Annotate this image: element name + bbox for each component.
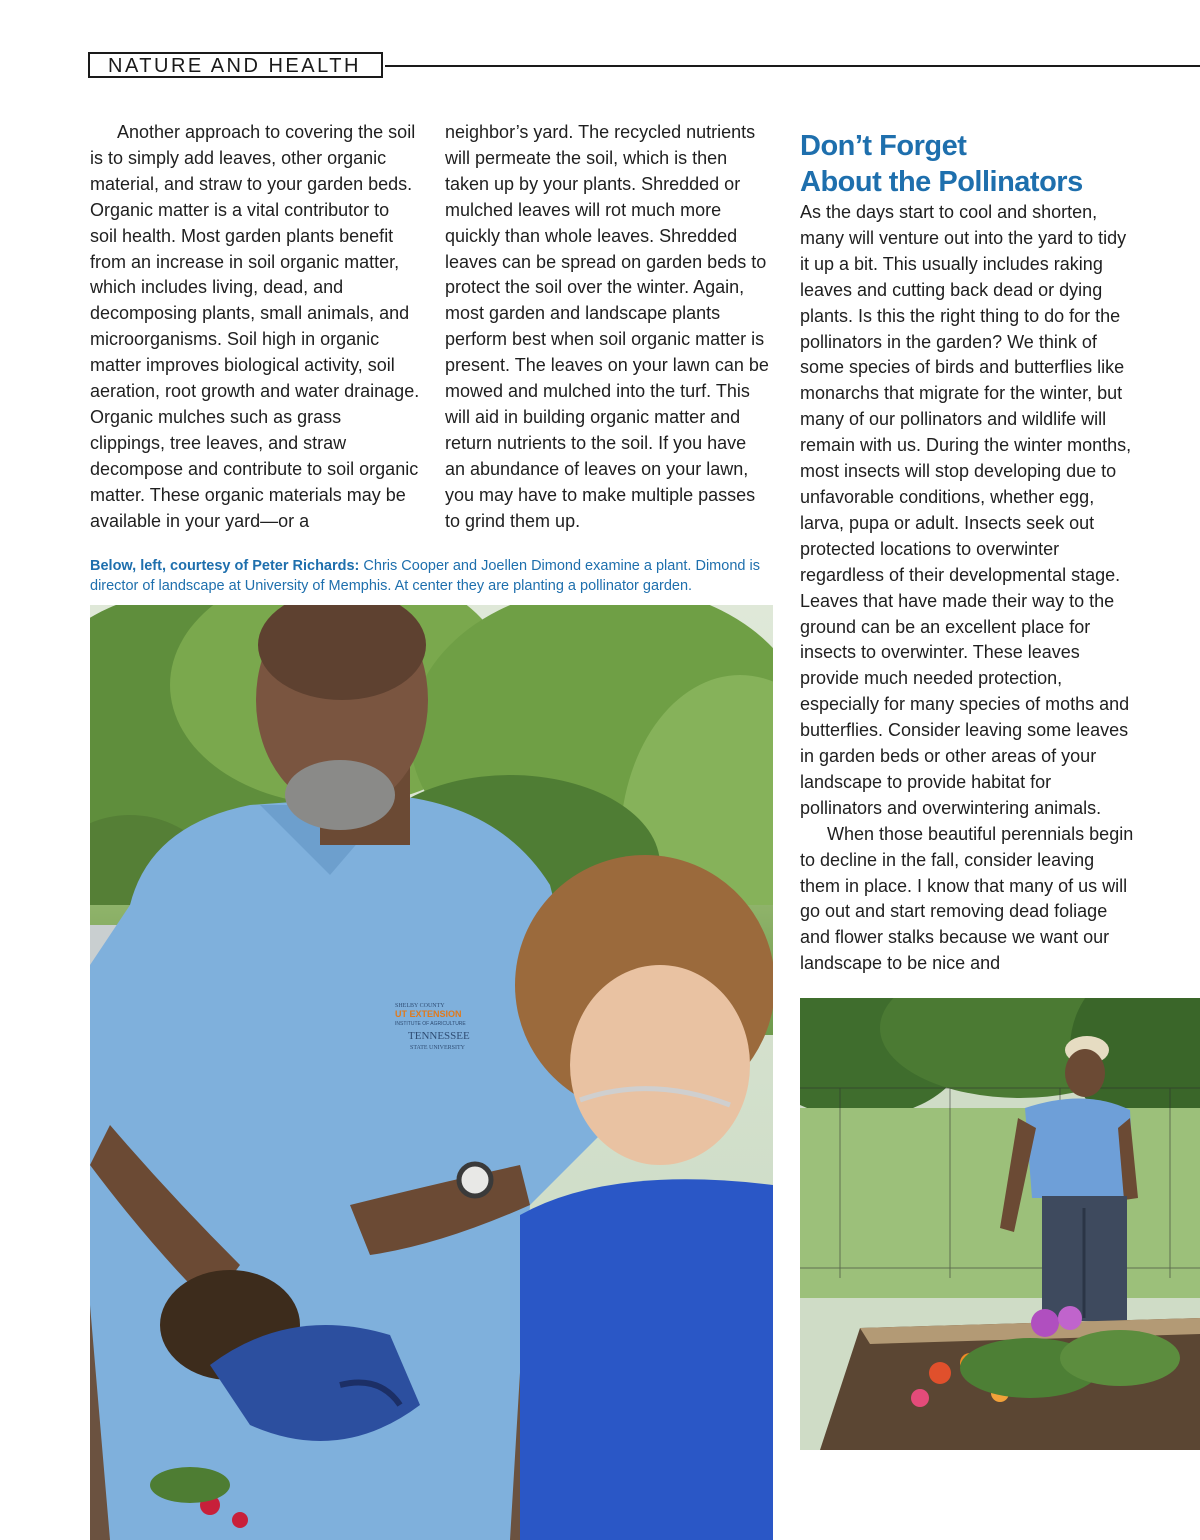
article-column-1: [90, 120, 420, 535]
article-column-2: [445, 120, 770, 535]
header-rule: [385, 65, 1200, 67]
logo-line-1: SHELBY COUNTY: [395, 1003, 445, 1009]
photo-gardeners-examining-plant: [90, 605, 773, 1540]
logo-line-3: INSTITUTE OF AGRICULTURE: [395, 1021, 466, 1027]
logo-line-4: TENNESSEE: [408, 1030, 470, 1042]
photo-right-illustration: [800, 998, 1200, 1450]
article-column-3: [800, 200, 1135, 977]
heading-line-2: About the Pollinators: [800, 166, 1083, 198]
caption-text: Chris Cooper and Joellen Dimond examine a plant. Dimond is director of landscape at University of Memphis. At center they are planting a pollinator garden.: [90, 558, 760, 594]
logo-line-2: UT EXTENSION: [395, 1009, 462, 1019]
photo-left-illustration: [90, 605, 773, 1540]
column-2-paragraph: neighbor’s yard. The recycled nutrients will permeate the soil, which is then taken up by your plants. Shredded or mulched leaves will rot much more quickly than whole leaves. Shredded leaves can be spread on garden beds to protect the soil over the winter. Again, most garden and landscape plants perform best when soil organic matter is present. The leaves on your lawn can be mowed and mulched into the turf. This will aid in building organic matter and return nutrients to the soil. If you have an abundance of leaves on your lawn, you may have to make multiple passes to grind them up.: [445, 122, 769, 531]
column-1-paragraph: Another approach to covering the soil is to simply add leaves, other organic material, and straw to your garden beds. Organic matter is a vital contributor to soil health. Most garden plants benefit from an increase in soil organic matter, which includes living, dead, and decomposing plants, small animals, and microorganisms. Soil high in organic matter improves biological activity, soil aeration, root growth and water drainage. Organic mulches such as grass clippings, tree leaves, and straw decompose and contribute to soil organic matter. These organic materials may be available in your yard—or a: [90, 122, 420, 531]
section-heading: [800, 128, 1180, 200]
heading-line-1: Don’t Forget: [800, 130, 967, 162]
column-3-paragraph-2: When those beautiful perennials begin to decline in the fall, consider leaving them in place. I know that many of us will go out and start removing dead foliage and flower stalks because we want our landscape to be nice and: [800, 823, 1134, 974]
section-label: NATURE AND HEALTH: [88, 52, 383, 78]
photo-caption: [90, 556, 780, 596]
column-3-paragraph-1: As the days start to cool and shorten, many will venture out into the yard to tidy it up a bit. This usually includes raking leaves and cutting back dead or dying plants. Is this the right thing to do for the pollinators in the garden? We think of some species of birds and butterflies like monarchs that migrate for the winter, but many of our pollinators and wildlife will remain with us. During the winter months, most insects will stop developing due to unfavorable conditions, whether egg, larva, pupa or adult. Insects seek out protected locations to overwinter regardless of their developmental stage. Leaves that have made their way to the ground can be an excellent place for insects to overwinter. These leaves provide much needed protection, especially for many species of moths and butterflies. Consider leaving some leaves in garden beds or other areas of your landscape to provide habitat for pollinators and overwintering animals.: [800, 202, 1132, 818]
caption-credit: Below, left, courtesy of Peter Richards:: [90, 558, 360, 574]
photo-planting-pollinator-garden: [800, 998, 1200, 1450]
logo-line-5: STATE UNIVERSITY: [410, 1045, 466, 1051]
